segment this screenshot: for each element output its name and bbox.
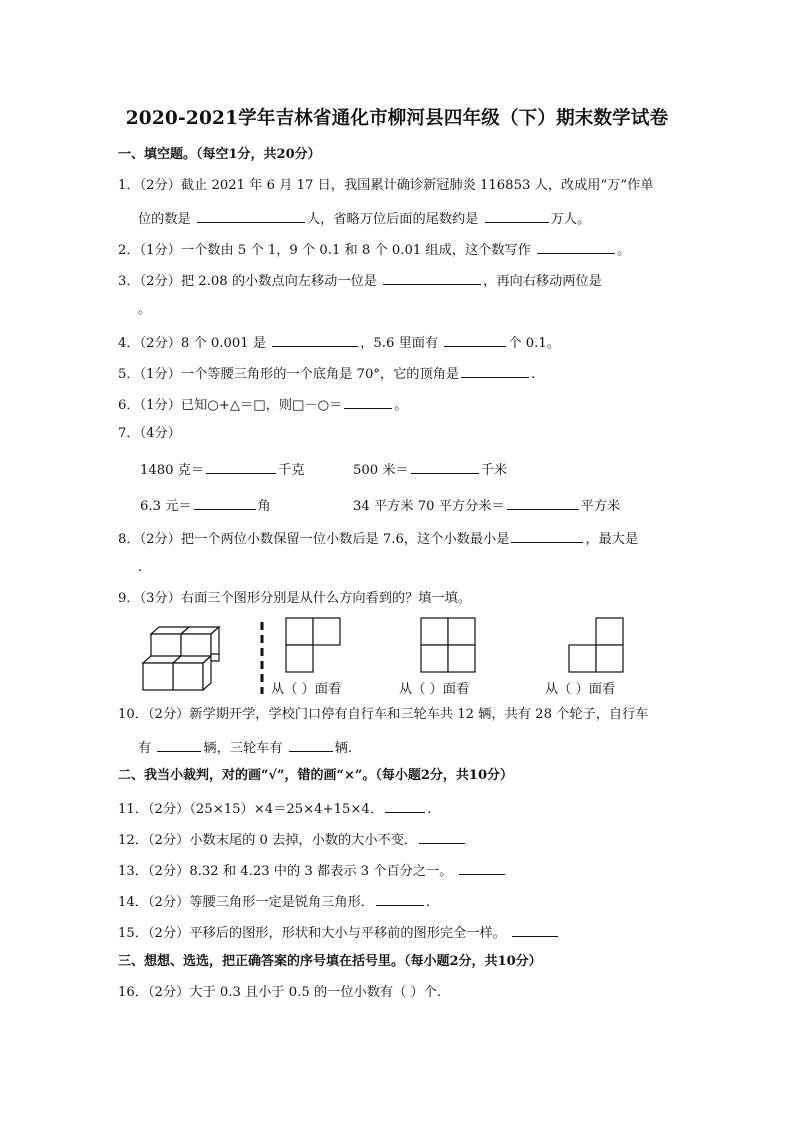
answer-blank[interactable]	[459, 861, 505, 875]
section-1-heading: 一、填空题。（每空1分，共20分）	[118, 147, 321, 162]
answer-blank[interactable]	[206, 460, 276, 474]
answer-blank[interactable]	[511, 529, 583, 543]
q4-text: 4．（2分）8 个 0.001 是	[118, 336, 267, 351]
answer-blank[interactable]	[383, 271, 481, 285]
q9-label-3: 从（ ）面看	[545, 682, 616, 697]
q7-item-3	[140, 495, 271, 514]
question-15	[118, 923, 560, 942]
q7-item-1	[140, 459, 305, 478]
answer-blank[interactable]	[194, 496, 256, 510]
q6-text: 6．（1分）已知○+△＝□，则□－○＝	[118, 398, 343, 413]
answer-blank[interactable]	[419, 830, 465, 844]
answer-blank[interactable]	[272, 333, 358, 347]
q7-item-2	[353, 459, 507, 478]
page-title: 2020-2021学年吉林省通化市柳河县四年级（下）期末数学试卷	[125, 108, 669, 129]
question-1-cont	[138, 209, 590, 228]
cube-front-face	[173, 663, 203, 690]
view-2-drawing	[421, 618, 475, 672]
answer-blank[interactable]	[512, 923, 558, 937]
q15-text: 15．（2分）平移后的图形，形状和大小与平移前的图形完全一样。	[118, 926, 506, 941]
question-13	[118, 861, 507, 880]
q7-r2a: 6.3 元＝	[140, 499, 192, 514]
q10-text-b3: 辆.	[334, 741, 353, 756]
section-3-heading: 三、想想、选选，把正确答案的序号填在括号里。（每小题2分，共10分）	[118, 954, 542, 969]
q5-text: 5．（1分）一个等腰三角形的一个底角是 70°，它的顶角是	[118, 367, 460, 382]
question-10-cont	[138, 738, 352, 757]
cube-stack-drawing	[143, 627, 219, 690]
answer-blank[interactable]	[507, 496, 579, 510]
question-6	[118, 395, 408, 414]
q14-text: 14．（2分）等腰三角形一定是锐角三角形．	[118, 895, 374, 910]
q2-text: 2．（1分）一个数由 5 个 1，9 个 0.1 和 8 个 0.01 组成，这个数写作	[118, 243, 531, 258]
q7-r2d: 平方米	[580, 499, 621, 514]
question-2	[118, 240, 630, 259]
q8-text: 8．（2分）把一个两位小数保留一位小数后是 7.6，这个小数最小是	[118, 532, 510, 547]
answer-blank[interactable]	[197, 209, 305, 223]
q7-r1b: 千克	[278, 463, 305, 478]
q11-text: 11．（2分）（25×15）×4＝25×4+15×4．	[118, 802, 384, 817]
q8-text-b: ，最大是	[585, 532, 639, 547]
answer-blank[interactable]	[485, 209, 549, 223]
question-12	[118, 830, 467, 849]
question-8	[118, 529, 638, 548]
q11-text-end: .	[427, 802, 432, 817]
q5-text-end: .	[531, 367, 536, 382]
q8-text-c: .	[138, 560, 143, 575]
question-5	[118, 364, 535, 383]
q13-text: 13．（2分）8.32 和 4.23 中的 3 都表示 3 个百分之一。	[118, 864, 453, 879]
question-4	[118, 333, 560, 352]
question-9: 9．（3分）右面三个图形分别是从什么方向看到的？填一填。	[118, 591, 472, 606]
q3-text-b: ，再向右移动两位是	[483, 274, 602, 289]
answer-blank[interactable]	[376, 892, 424, 906]
q1-text-b2: 人，省略万位后面的尾数约是	[306, 212, 479, 227]
q10-text-b2: 辆，三轮车有	[203, 741, 283, 756]
q1-text: 1．（2分）截止 2021 年 6 月 17 日，我国累计确诊新冠肺炎 116853 人，改成用“万”作单	[118, 178, 654, 193]
q10-text-b1: 有	[138, 741, 152, 756]
q7-r1d: 千米	[480, 463, 508, 478]
question-16: 16．（2分）大于 0.3 且小于 0.5 的一位小数有（ ）个.	[118, 985, 442, 1000]
answer-blank[interactable]	[157, 738, 201, 752]
q7-r1c: 500 米＝	[353, 463, 409, 478]
q7-r2b: 角	[257, 499, 271, 514]
q2-text-end: 。	[617, 243, 631, 258]
q7-item-4	[353, 495, 620, 514]
question-11	[118, 799, 431, 818]
question-7: 7．（4分）	[118, 426, 181, 441]
q4-text-c: 个 0.1。	[508, 336, 560, 351]
question-10: 10．（2分）新学期开学，学校门口停有自行车和三轮车共 12 辆，共有 28 个轮子，自行车	[118, 707, 649, 722]
q1-text-b1: 位的数是	[138, 212, 191, 227]
q4-text-b: ，5.6 里面有	[360, 336, 439, 351]
question-1	[118, 178, 654, 194]
q12-text: 12．（2分）小数末尾的 0 去掉，小数的大小不变．	[118, 833, 418, 848]
q1-text-b3: 万人。	[550, 212, 591, 227]
q3-text: 3．（2分）把 2.08 的小数点向左移动一位是	[118, 274, 377, 289]
section-2-heading: 二、我当小裁判，对的画“√”，错的画“×”。（每小题2分，共10分）	[118, 768, 513, 783]
cube-side-face	[211, 654, 219, 661]
q9-label-1: 从（ ）面看	[271, 682, 342, 697]
cube-front-face	[143, 663, 173, 690]
answer-blank[interactable]	[411, 460, 479, 474]
q6-text-end: 。	[394, 398, 408, 413]
q14-text-end: .	[425, 895, 431, 910]
question-14	[118, 892, 430, 911]
answer-blank[interactable]	[344, 395, 392, 409]
question-3	[118, 271, 602, 290]
q9-label-2: 从（ ）面看	[399, 682, 470, 697]
q7-r1a: 1480 克＝	[140, 463, 205, 478]
answer-blank[interactable]	[385, 799, 425, 813]
answer-blank[interactable]	[444, 333, 506, 347]
view-1-drawing	[286, 618, 340, 672]
answer-blank[interactable]	[537, 240, 615, 254]
q3-text-c: 。	[138, 302, 152, 317]
view-3-drawing	[569, 618, 623, 672]
q7-r2c: 34 平方米 70 平方分米＝	[353, 499, 505, 514]
answer-blank[interactable]	[289, 738, 333, 752]
answer-blank[interactable]	[461, 364, 529, 378]
